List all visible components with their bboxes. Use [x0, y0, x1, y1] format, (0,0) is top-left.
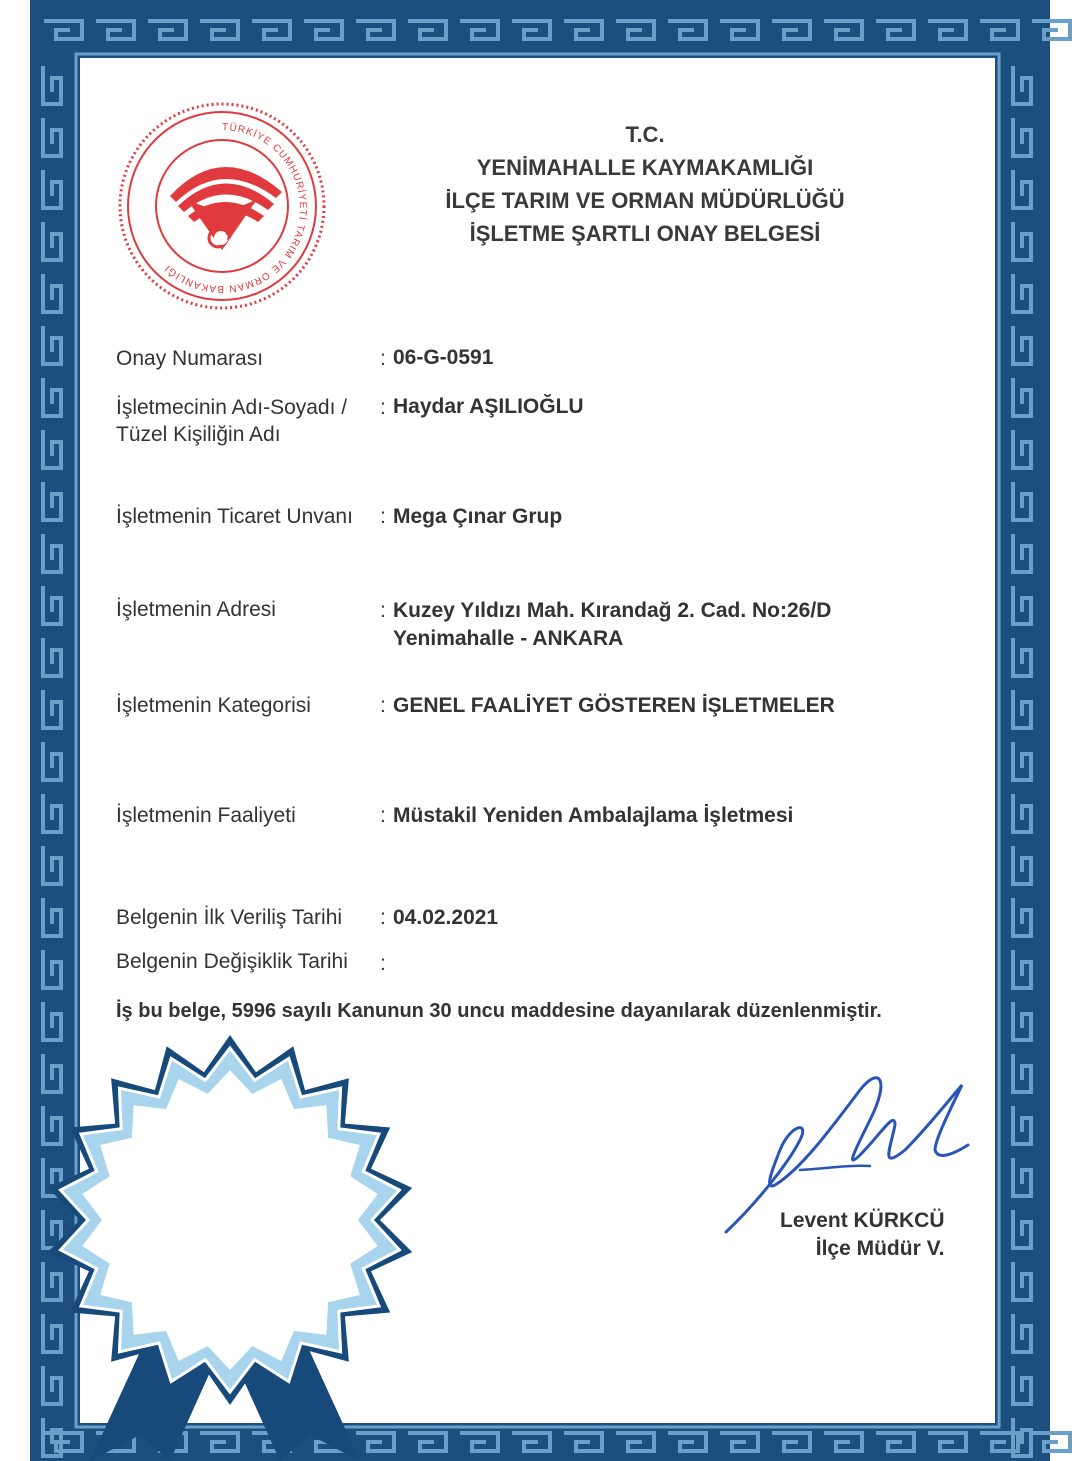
legal-statement: İş bu belge, 5996 sayılı Kanunun 30 uncu maddesine dayanılarak düzenlenmiştir.	[116, 1000, 882, 1022]
header-mudurluk: İLÇE TARIM VE ORMAN MÜDÜRLÜĞÜ	[445, 188, 845, 213]
ticaret-value: Mega Çınar Grup	[393, 505, 563, 528]
faaliyet-label: İşletmenin Faaliyeti	[116, 804, 296, 827]
isletmeci-value: Haydar AŞILIOĞLU	[393, 395, 584, 418]
isletmeci-label-1: İşletmecinin Adı-Soyadı /	[116, 396, 348, 419]
signer-title: İlçe Müdür V.	[815, 1237, 945, 1260]
ministry-emblem	[112, 100, 332, 312]
colon: :	[380, 505, 386, 528]
svg-text:TÜRKİYE CUMHURİYETİ TARIM VE O: TÜRKİYE CUMHURİYETİ TARIM VE ORMAN BAKANLIĞI	[162, 121, 309, 295]
degisiklik-label: Belgenin Değişiklik Tarihi	[116, 950, 348, 973]
kategori-label: İşletmenin Kategorisi	[116, 694, 311, 717]
document-header	[440, 118, 850, 250]
rosette-seal	[30, 1030, 420, 1461]
adres-label: İşletmenin Adresi	[116, 598, 276, 621]
colon: :	[380, 694, 386, 717]
ticaret-label: İşletmenin Ticaret Unvanı	[116, 505, 353, 528]
ilk-tarih-value: 04.02.2021	[393, 906, 499, 929]
kategori-value: GENEL FAALİYET GÖSTEREN İŞLETMELER	[393, 694, 835, 717]
signer-name: Levent KÜRKCÜ	[780, 1209, 945, 1232]
colon: :	[380, 952, 386, 975]
colon: :	[380, 347, 386, 370]
header-title: İŞLETME ŞARTLI ONAY BELGESİ	[469, 221, 821, 246]
faaliyet-value: Müstakil Yeniden Ambalajlama İşletmesi	[393, 804, 794, 827]
colon: :	[380, 906, 386, 929]
onay-no-value: 06-G-0591	[393, 346, 494, 369]
colon: :	[380, 396, 386, 419]
onay-no-label: Onay Numarası	[116, 347, 264, 370]
header-kaymakamlik: YENİMAHALLE KAYMAKAMLIĞI	[476, 155, 814, 180]
adres-value-1: Kuzey Yıldızı Mah. Kırandağ 2. Cad. No:26/D	[393, 599, 832, 622]
colon: :	[380, 804, 386, 827]
ilk-tarih-label: Belgenin İlk Veriliş Tarihi	[116, 906, 343, 929]
adres-value-2: Yenimahalle - ANKARA	[393, 627, 624, 650]
colon: :	[380, 599, 386, 622]
signer-block	[780, 1207, 945, 1263]
header-tc: T.C.	[625, 122, 665, 147]
isletmeci-label-2: Tüzel Kişiliğin Adı	[116, 423, 281, 446]
